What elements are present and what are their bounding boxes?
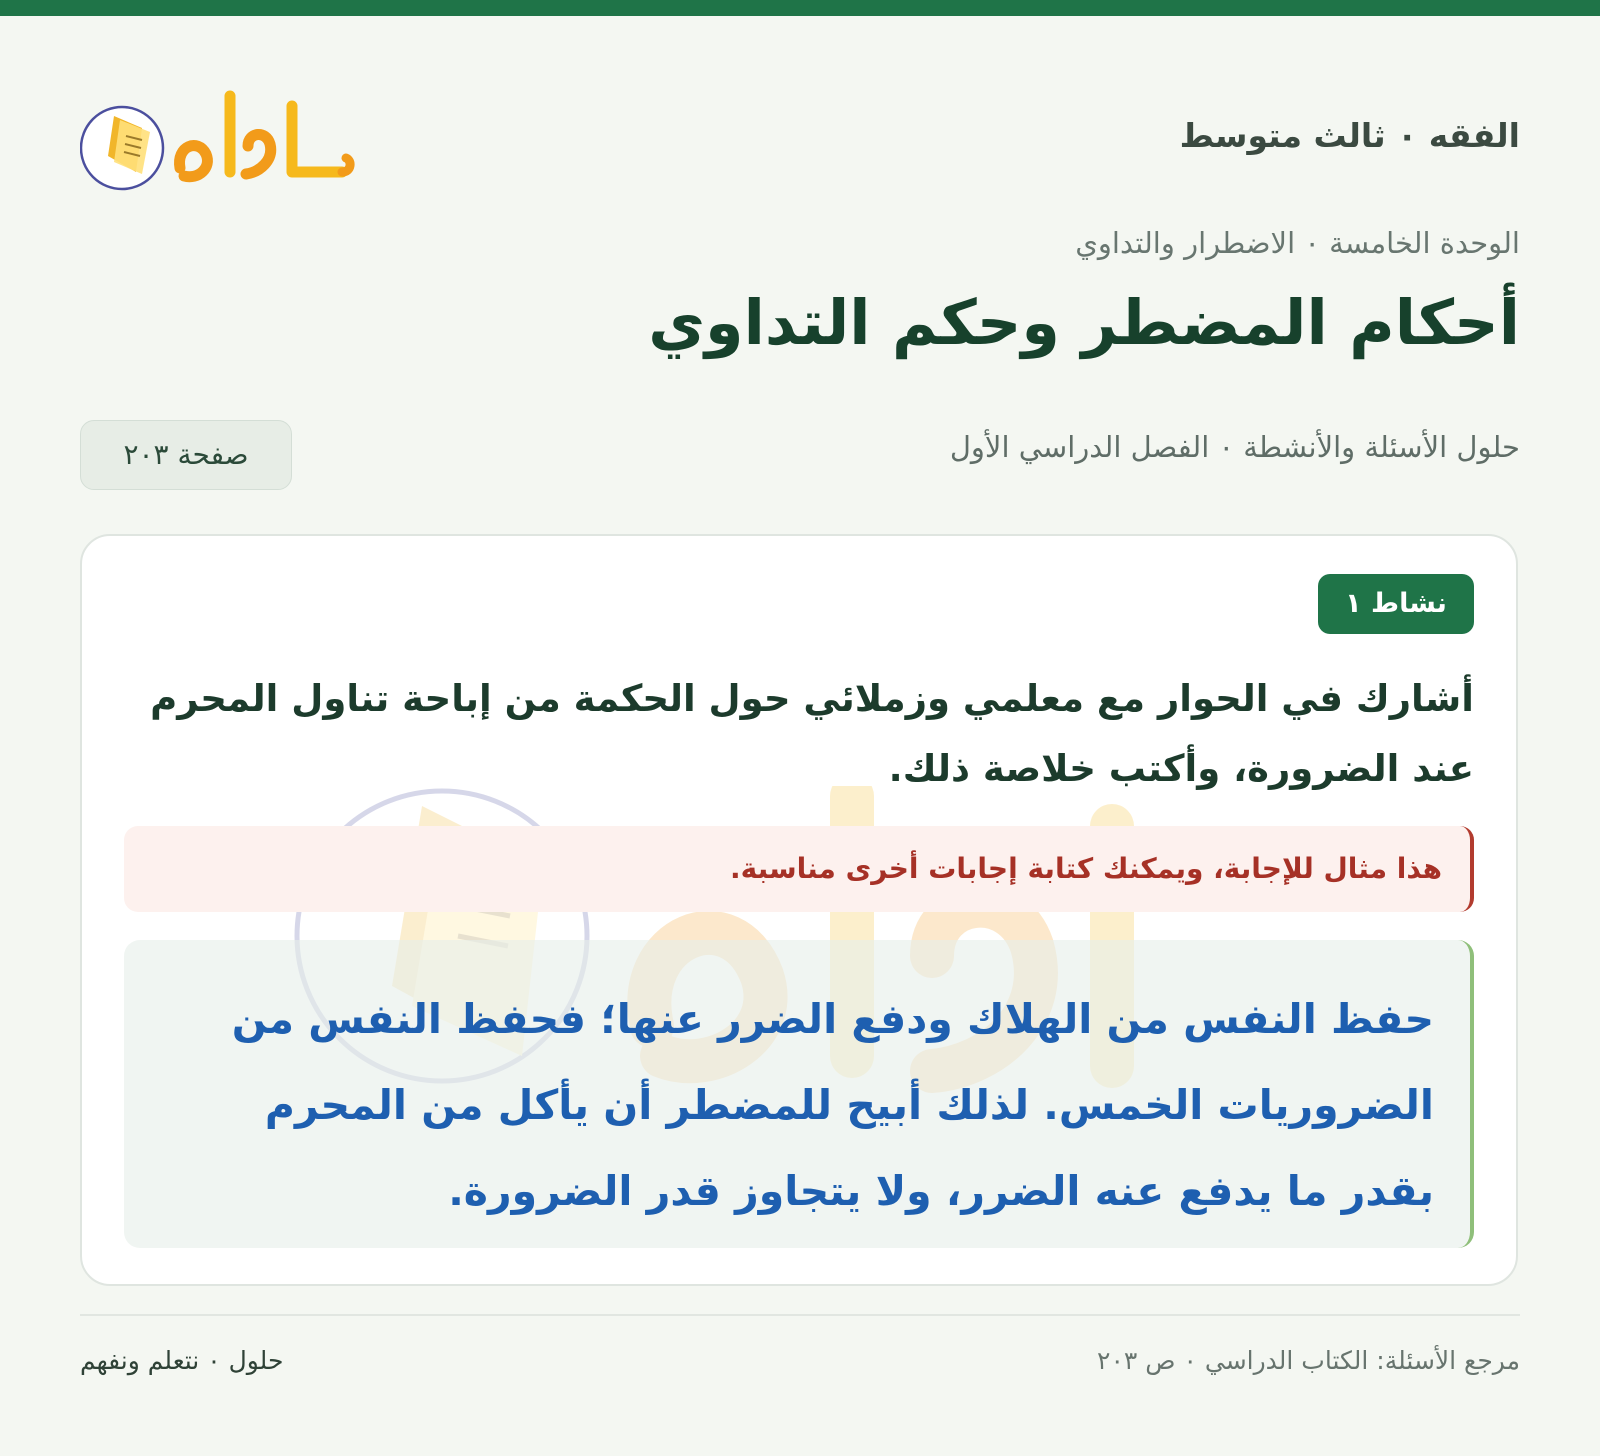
footer-divider [80,1314,1520,1316]
answer-text: حفظ النفس من الهلاك ودفع الضرر عنها؛ فحفظ النفس من الضروريات الخمس. لذلك أبيح للمضطر أن يأكل من المحرم بقدر ما يدفع عنه الضرر، ولا يتجاوز قدر الضرورة. [124,940,1474,1248]
footer-brand[interactable]: حلول ٠ نتعلم ونفهم [80,1346,284,1375]
activity-badge: نشاط ١ [1318,574,1474,634]
logo-wordmark [180,96,351,177]
page-number-badge: صفحة ٢٠٣ [80,420,292,490]
unit-breadcrumb: الوحدة الخامسة ٠ الاضطرار والتداوي [1075,226,1520,260]
footer-reference: مرجع الأسئلة: الكتاب الدراسي ٠ ص ٢٠٣ [1097,1346,1520,1375]
page-title: أحكام المضطر وحكم التداوي [648,286,1520,359]
answer-note: هذا مثال للإجابة، ويمكنك كتابة إجابات أخرى مناسبة. [124,826,1474,912]
site-logo[interactable] [80,76,370,201]
question-text: أشارك في الحوار مع معلمي وزملائي حول الحكمة من إباحة تناول المحرم عند الضرورة، وأكتب خلاصة ذلك. [150,677,1474,790]
logo-icon [80,76,370,201]
subject-grade: الفقه ٠ ثالث متوسط [1179,116,1520,155]
top-accent-bar [0,0,1600,16]
activity-card [80,534,1518,1286]
meta-row [80,420,1520,490]
section-subtitle: حلول الأسئلة والأنشطة ٠ الفصل الدراسي الأول [949,430,1520,464]
header [80,76,1520,196]
page [80,16,1520,1456]
